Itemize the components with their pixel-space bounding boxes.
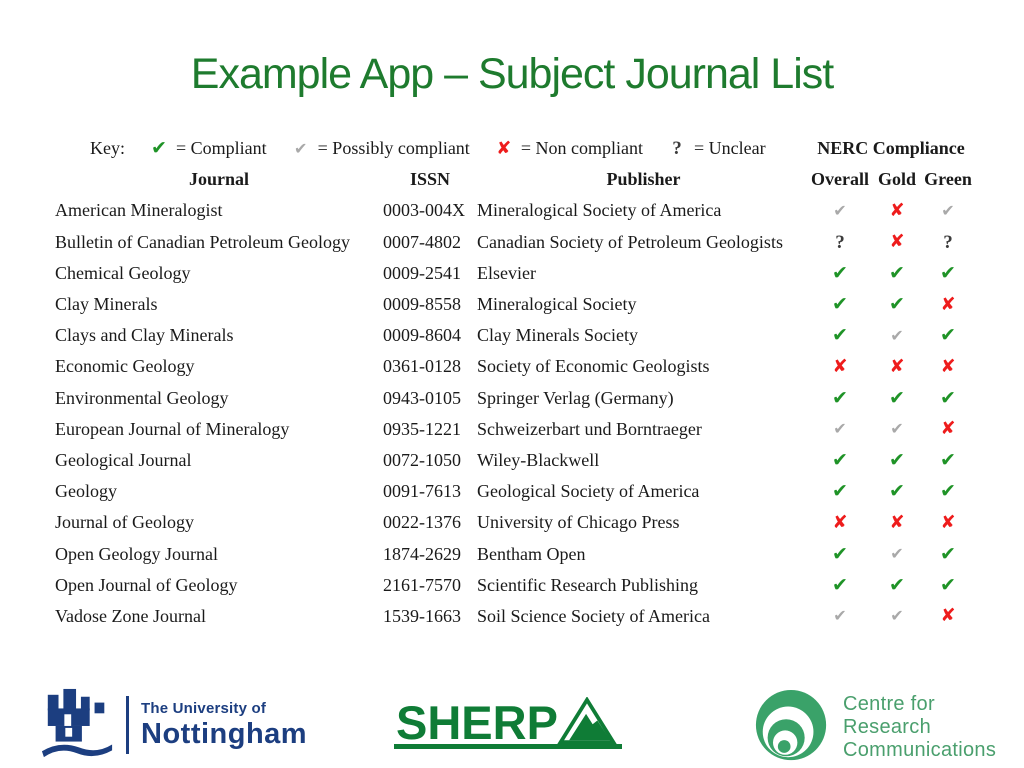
status-possibly-icon: ✔	[890, 606, 904, 626]
journal-cell: Journal of Geology	[55, 512, 194, 533]
status-non-icon: ✘	[832, 511, 848, 533]
table-header-row	[55, 164, 972, 195]
key-and-nerc-row	[55, 133, 972, 164]
status-compliant-icon: ✔	[832, 324, 848, 347]
table-row	[55, 476, 972, 507]
issn-cell: 0072-1050	[383, 449, 461, 470]
publisher-cell: Canadian Society of Petroleum Geologists	[477, 231, 783, 252]
journal-cell: European Journal of Mineralogy	[55, 418, 290, 439]
table-row	[55, 507, 972, 538]
table-row	[55, 258, 972, 289]
journal-cell: Clay Minerals	[55, 294, 158, 315]
journal-cell: American Mineralogist	[55, 200, 223, 221]
nerc-compliance-header: NERC Compliance	[817, 138, 965, 159]
status-unclear-icon: ?	[943, 231, 953, 253]
publisher-cell: Society of Economic Geologists	[477, 356, 710, 377]
status-unclear-icon: ?	[835, 231, 845, 253]
journal-cell: Open Geology Journal	[55, 543, 218, 564]
castle-icon	[40, 687, 116, 763]
column-header-overall: Overall	[811, 169, 869, 190]
status-possibly-icon: ✔	[833, 419, 847, 439]
publisher-cell: Mineralogical Society	[477, 294, 637, 315]
issn-cell: 0943-0105	[383, 387, 461, 408]
status-compliant-icon: ✔	[832, 261, 848, 284]
journal-cell: Open Journal of Geology	[55, 574, 238, 595]
status-compliant-icon: ✔	[832, 293, 848, 316]
nottingham-logo	[40, 687, 307, 763]
status-compliant-icon: ✔	[940, 324, 956, 347]
status-possibly-icon: ✔	[941, 200, 955, 220]
table-row	[55, 195, 972, 226]
table-row	[55, 383, 972, 414]
column-header-publisher: Publisher	[606, 169, 681, 190]
status-compliant-icon: ✔	[889, 573, 905, 596]
column-header-issn: ISSN	[409, 169, 451, 190]
issn-cell: 0007-4802	[383, 231, 461, 252]
journal-cell: Clays and Clay Minerals	[55, 325, 234, 346]
status-compliant-icon: ✔	[889, 261, 905, 284]
crc-logo-line2: Research	[843, 715, 931, 738]
crc-logo-line3: Communications	[843, 738, 997, 761]
publisher-cell: University of Chicago Press	[477, 512, 680, 533]
status-non-icon: ✘	[940, 605, 956, 627]
compliance-key	[90, 138, 810, 159]
status-non-icon: ✘	[889, 355, 905, 377]
status-compliant-icon: ✔	[832, 542, 848, 565]
key-item	[291, 138, 470, 159]
status-possibly-icon: ✔	[890, 544, 904, 564]
key-item	[494, 138, 643, 159]
status-non-icon: ✘	[940, 355, 956, 377]
status-compliant-icon: ✔	[889, 386, 905, 409]
journal-cell: Bulletin of Canadian Petroleum Geology	[55, 231, 350, 252]
red-cross-icon: ✘	[496, 137, 512, 159]
status-compliant-icon: ✔	[889, 448, 905, 471]
status-non-icon: ✘	[889, 231, 905, 253]
issn-cell: 0003-004X	[383, 200, 465, 221]
key-label: Key:	[90, 138, 125, 159]
journal-cell: Geological Journal	[55, 449, 192, 470]
issn-cell: 0009-2541	[383, 262, 461, 283]
journal-cell: Vadose Zone Journal	[55, 605, 206, 626]
status-compliant-icon: ✔	[940, 386, 956, 409]
nottingham-logo-line1: The University of	[141, 699, 267, 717]
publisher-cell: Scientific Research Publishing	[477, 574, 698, 595]
journal-cell: Economic Geology	[55, 356, 195, 377]
question-mark-icon: ?	[672, 138, 682, 160]
sherpa-logo-text: SHERP	[396, 695, 558, 749]
table-row	[55, 538, 972, 569]
publisher-cell: Springer Verlag (Germany)	[477, 387, 674, 408]
table-row	[55, 414, 972, 445]
publisher-cell: Soil Science Society of America	[477, 605, 710, 626]
table-row	[55, 351, 972, 382]
status-compliant-icon: ✔	[832, 573, 848, 596]
journal-cell: Environmental Geology	[55, 387, 229, 408]
issn-cell: 0361-0128	[383, 356, 461, 377]
status-non-icon: ✘	[832, 355, 848, 377]
key-item	[667, 138, 766, 159]
status-non-icon: ✘	[889, 511, 905, 533]
key-item-label: = Unclear	[693, 138, 766, 159]
status-non-icon: ✘	[940, 511, 956, 533]
page-title: Example App – Subject Journal List	[190, 50, 834, 98]
publisher-cell: Bentham Open	[477, 543, 586, 564]
column-header-gold: Gold	[877, 169, 916, 190]
status-compliant-icon: ✔	[832, 480, 848, 503]
status-non-icon: ✘	[889, 199, 905, 221]
issn-cell: 1539-1663	[383, 605, 461, 626]
status-compliant-icon: ✔	[940, 448, 956, 471]
concentric-circles-icon	[753, 688, 831, 766]
status-compliant-icon: ✔	[940, 542, 956, 565]
column-header-journal: Journal	[188, 169, 249, 190]
status-compliant-icon: ✔	[889, 293, 905, 316]
crc-logo-line1: Centre for	[843, 692, 935, 715]
status-compliant-icon: ✔	[889, 480, 905, 503]
crc-logo	[753, 688, 996, 766]
table-row	[55, 570, 972, 601]
publisher-cell: Wiley-Blackwell	[477, 449, 600, 470]
publisher-cell: Elsevier	[477, 262, 536, 283]
issn-cell: 0091-7613	[383, 481, 461, 502]
journal-table	[55, 133, 972, 632]
publisher-cell: Mineralogical Society of America	[477, 200, 722, 221]
publisher-cell: Geological Society of America	[477, 481, 700, 502]
status-compliant-icon: ✔	[940, 573, 956, 596]
table-row	[55, 227, 972, 258]
status-possibly-icon: ✔	[833, 606, 847, 626]
issn-cell: 0935-1221	[383, 418, 461, 439]
key-item	[149, 138, 267, 159]
green-check-icon: ✔	[151, 137, 167, 160]
status-compliant-icon: ✔	[940, 261, 956, 284]
journal-cell: Chemical Geology	[55, 262, 191, 283]
logo-divider	[126, 696, 129, 754]
status-possibly-icon: ✔	[890, 325, 904, 345]
sherpa-logo	[394, 697, 622, 749]
issn-cell: 0022-1376	[383, 512, 461, 533]
journal-table-body	[55, 195, 972, 632]
issn-cell: 1874-2629	[383, 543, 461, 564]
mountain-a-icon	[556, 697, 618, 744]
status-compliant-icon: ✔	[832, 386, 848, 409]
table-row	[55, 289, 972, 320]
status-compliant-icon: ✔	[832, 448, 848, 471]
status-possibly-icon: ✔	[833, 200, 847, 220]
key-item-label: = Possibly compliant	[317, 138, 470, 159]
issn-cell: 0009-8558	[383, 294, 461, 315]
issn-cell: 0009-8604	[383, 325, 461, 346]
key-item-label: = Non compliant	[520, 138, 643, 159]
table-row	[55, 445, 972, 476]
publisher-cell: Clay Minerals Society	[477, 325, 638, 346]
publisher-cell: Schweizerbart und Borntraeger	[477, 418, 702, 439]
status-non-icon: ✘	[940, 418, 956, 440]
status-compliant-icon: ✔	[940, 480, 956, 503]
journal-cell: Geology	[55, 481, 117, 502]
grey-check-icon: ✔	[293, 138, 308, 158]
table-row	[55, 320, 972, 351]
status-non-icon: ✘	[940, 293, 956, 315]
status-possibly-icon: ✔	[890, 419, 904, 439]
key-item-label: = Compliant	[176, 138, 267, 159]
nottingham-logo-line2: Nottingham	[141, 717, 308, 750]
table-row	[55, 601, 972, 632]
column-header-green: Green	[924, 169, 972, 190]
issn-cell: 2161-7570	[383, 574, 461, 595]
